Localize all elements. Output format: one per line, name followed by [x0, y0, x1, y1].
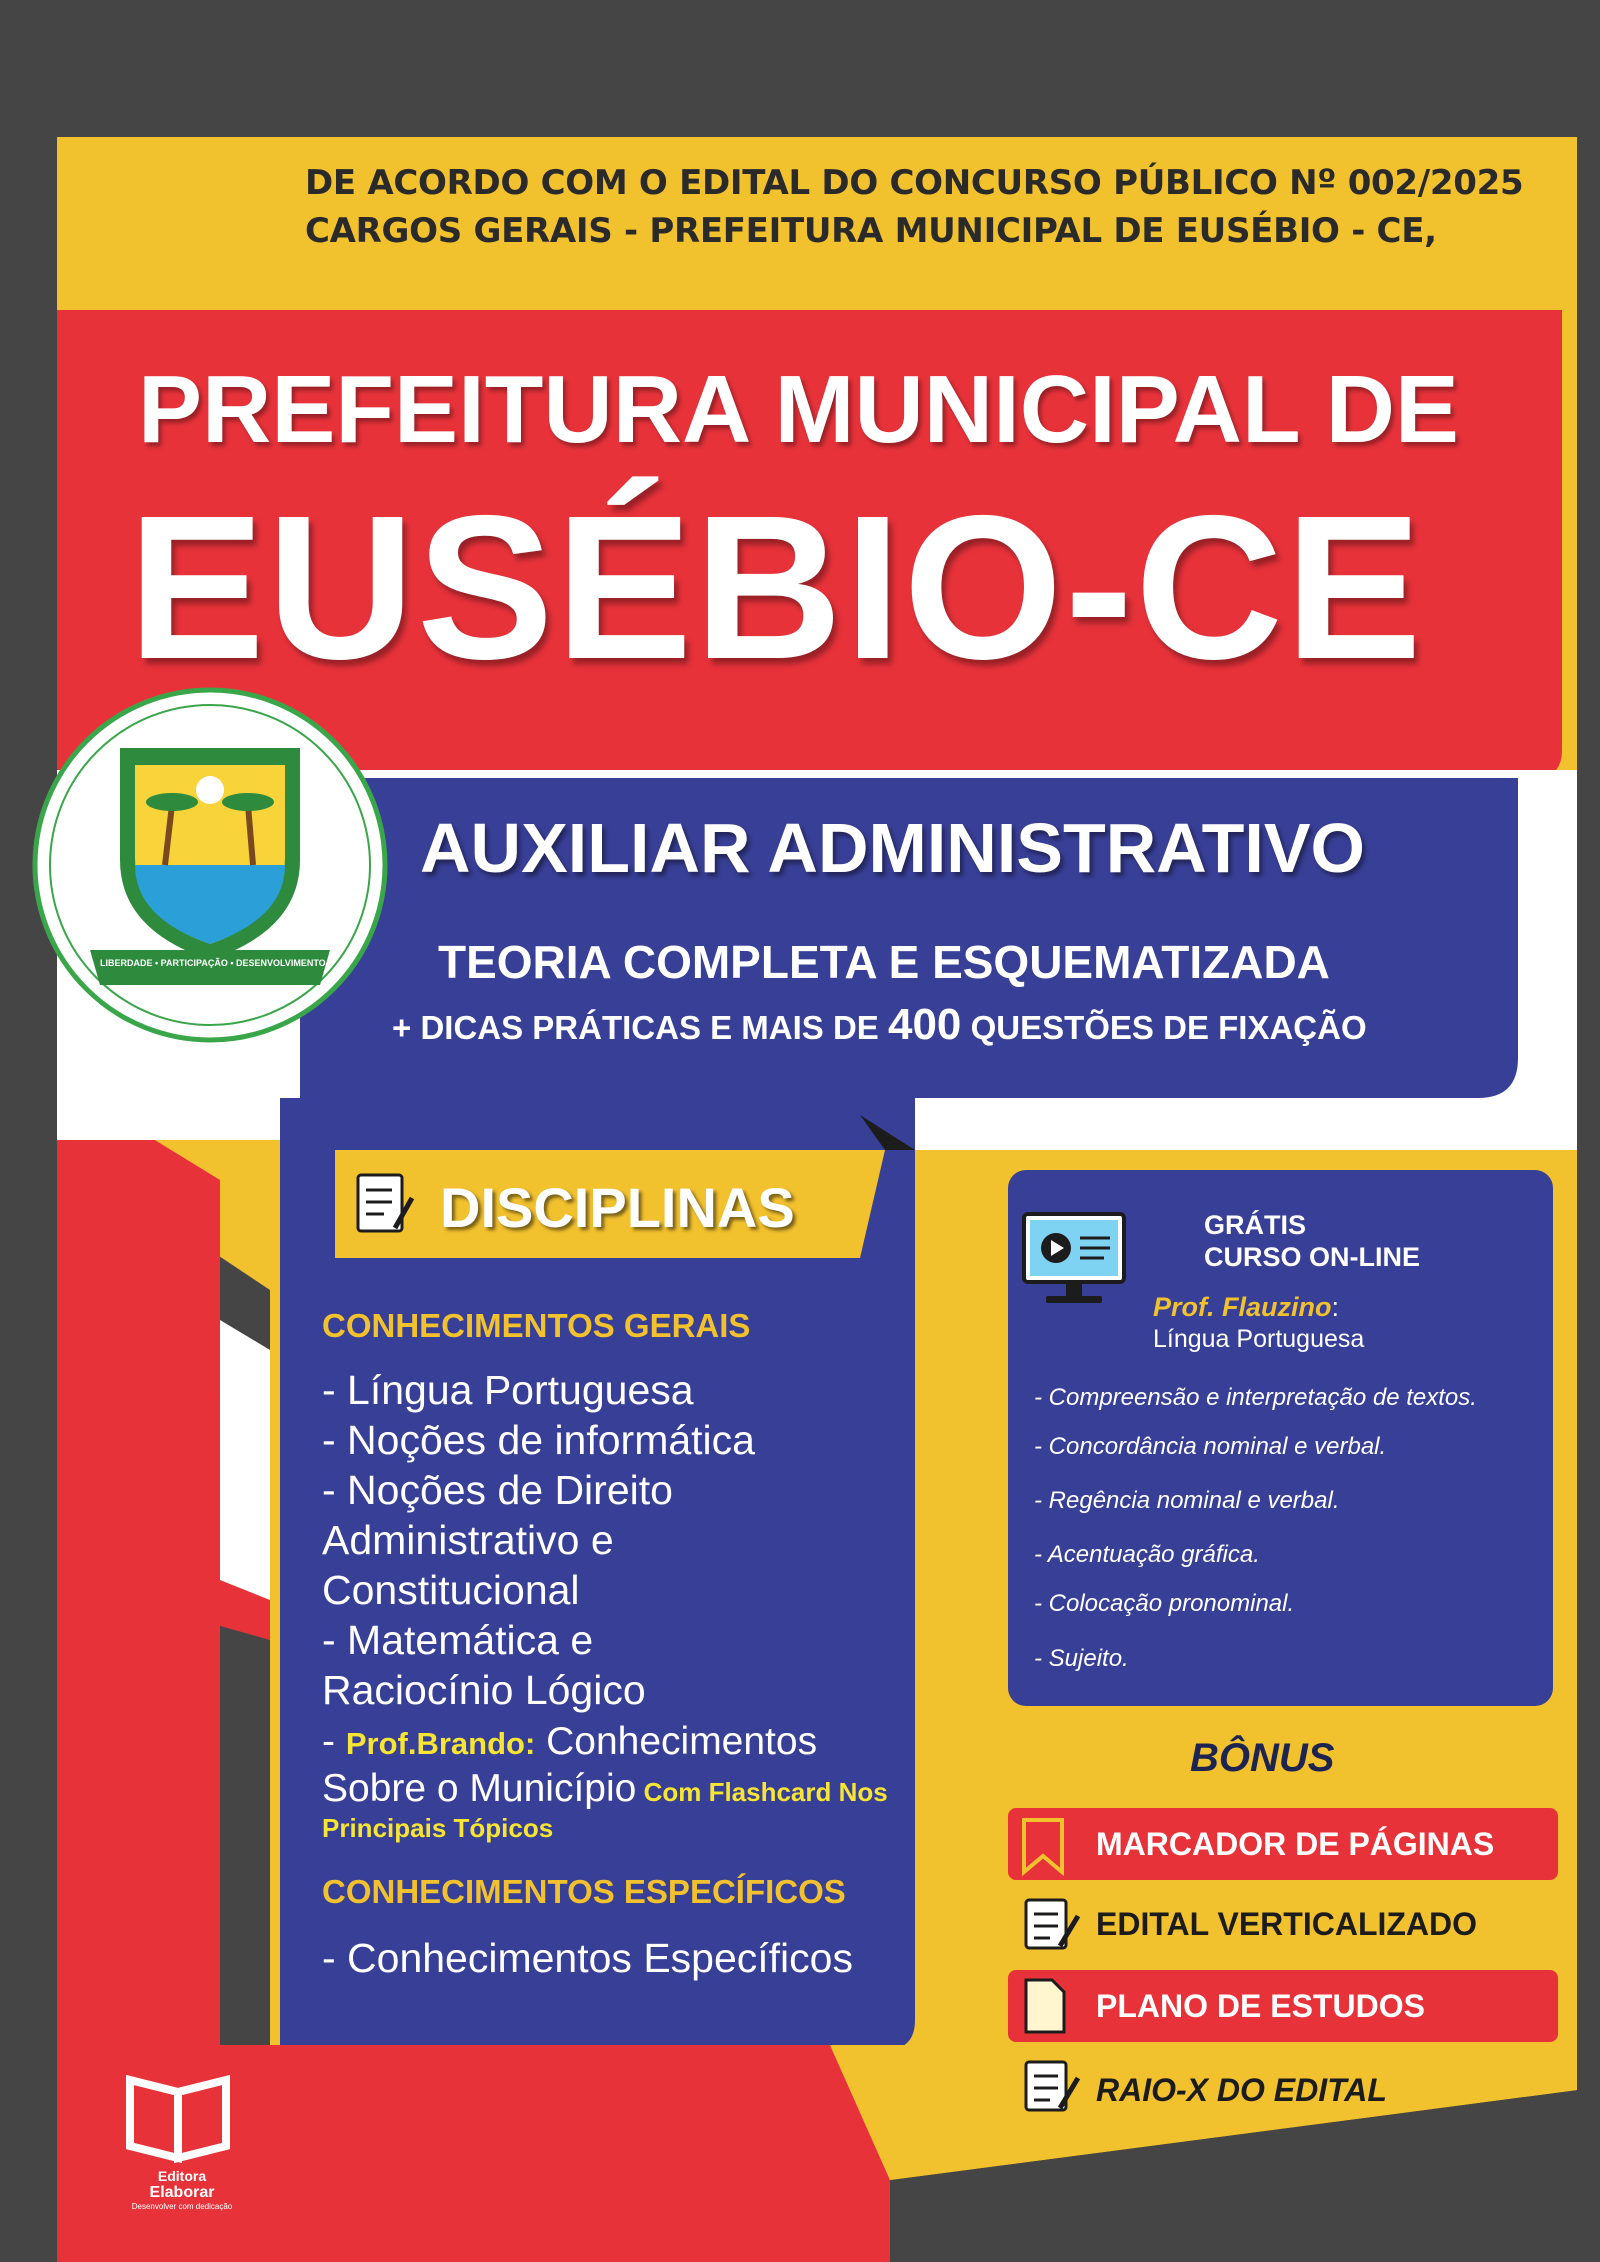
bonus-title: BÔNUS	[1190, 1736, 1335, 1780]
brando-note-2: Principais Tópicos	[322, 1813, 554, 1843]
course-teacher-colon: :	[1331, 1292, 1340, 1322]
course-topic: - Compreensão e interpretação de textos.	[1034, 1384, 1477, 1411]
seal-motto: LIBERDADE • PARTICIPAÇÃO • DESENVOLVIMENTO	[100, 958, 326, 968]
course-subject: Língua Portuguesa	[1153, 1325, 1365, 1353]
seal	[35, 690, 385, 1040]
brando-text: Conhecimentos	[535, 1720, 818, 1763]
course-topic: - Sujeito.	[1034, 1645, 1129, 1672]
general-item: - Noções de Direito	[322, 1467, 673, 1513]
specific-knowledge-title: CONHECIMENTOS ESPECÍFICOS	[322, 1873, 846, 1910]
brando-dash: -	[322, 1720, 346, 1763]
seal-palm-leaves-right	[222, 793, 274, 811]
general-item: - Matemática e	[322, 1617, 594, 1663]
course-teacher	[1153, 1292, 1339, 1323]
brando-text-2: Sobre o Município	[322, 1767, 637, 1810]
course-topic: - Concordância nominal e verbal.	[1034, 1433, 1387, 1460]
course-teacher-name: Prof. Flauzino	[1153, 1292, 1332, 1322]
brando-line	[322, 1720, 817, 1764]
bonus-item-bookmark: MARCADOR DE PÁGINAS	[1096, 1826, 1495, 1862]
title-line-2: EUSÉBIO-CE	[128, 473, 1424, 702]
seal-sun	[196, 776, 224, 804]
title-line-1: PREFEITURA MUNICIPAL DE	[138, 356, 1459, 463]
general-item: Raciocínio Lógico	[322, 1667, 646, 1713]
subtitle-suffix: QUESTÕES DE FIXAÇÃO	[961, 1009, 1367, 1046]
general-knowledge-title: CONHECIMENTOS GERAIS	[322, 1307, 751, 1344]
brando-line-2	[322, 1767, 888, 1811]
edital-header-line-2: CARGOS GERAIS - PREFEITURA MUNICIPAL DE EUSÉBIO - CE,	[305, 211, 1437, 251]
publisher-tagline: Desenvolver com dedicação	[131, 2202, 233, 2211]
general-item: Constitucional	[322, 1567, 580, 1613]
brando-note-1: Com Flashcard Nos	[636, 1777, 888, 1807]
disciplines-label: DISCIPLINAS	[440, 1176, 795, 1239]
seal-palm-leaves-left	[146, 793, 198, 811]
subtitle-line-1: TEORIA COMPLETA E ESQUEMATIZADA	[438, 936, 1330, 988]
subtitle-prefix: + DICAS PRÁTICAS E MAIS DE	[392, 1009, 888, 1046]
general-item: Administrativo e	[322, 1517, 614, 1563]
left-white-strip	[220, 1320, 270, 1600]
course-topic: - Colocação pronominal.	[1034, 1590, 1295, 1617]
questions-count: 400	[887, 1000, 962, 1049]
specific-item: - Conhecimentos Específicos	[322, 1935, 853, 1981]
edital-header-line-1: DE ACORDO COM O EDITAL DO CONCURSO PÚBLICO Nº 002/2025	[305, 163, 1524, 203]
publisher-line-1: Editora	[157, 2168, 207, 2184]
bonus-item-raio-x: RAIO-X DO EDITAL	[1096, 2072, 1387, 2108]
course-topic: - Acentuação gráfica.	[1034, 1541, 1260, 1568]
bonus-item-edital: EDITAL VERTICALIZADO	[1096, 1906, 1478, 1942]
bonus-item-study-plan: PLANO DE ESTUDOS	[1096, 1988, 1425, 2024]
course-free-label: GRÁTIS	[1204, 1210, 1307, 1240]
general-item: - Noções de informática	[322, 1417, 755, 1463]
brando-prof: Prof.Brando:	[345, 1726, 536, 1761]
general-item: - Língua Portuguesa	[322, 1367, 694, 1413]
document-icon	[1026, 1980, 1064, 2032]
publisher-name: Elaborar	[149, 2184, 215, 2201]
subtitle-line-2	[392, 1000, 1367, 1050]
course-topic: - Regência nominal e verbal.	[1034, 1487, 1340, 1514]
role-title: AUXILIAR ADMINISTRATIVO	[420, 809, 1365, 887]
course-online-label: CURSO ON-LINE	[1204, 1242, 1420, 1272]
